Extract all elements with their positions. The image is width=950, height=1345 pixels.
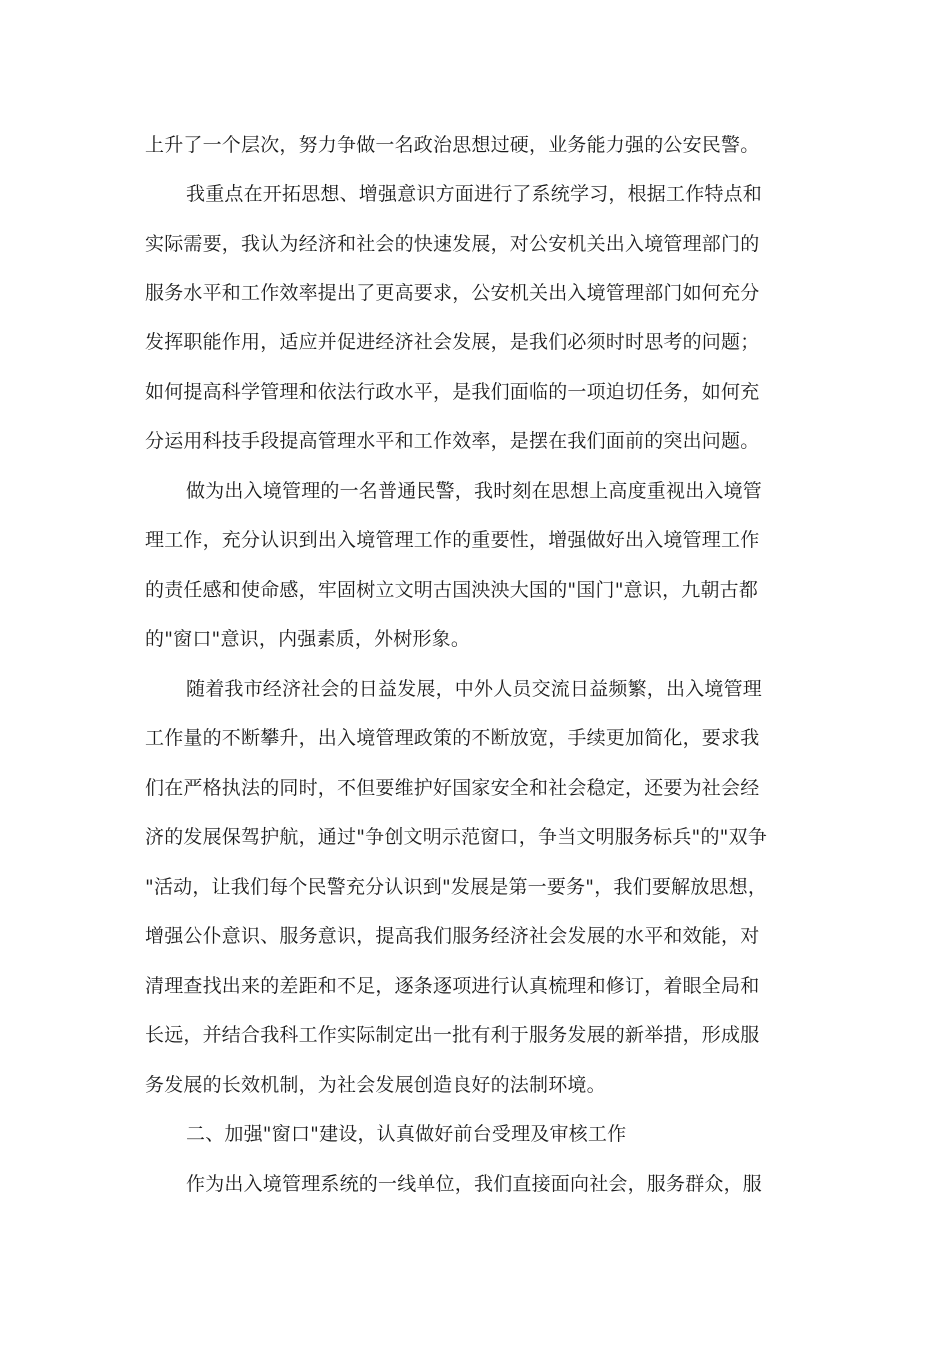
- text-line-19: 长远，并结合我科工作实际制定出一批有利于服务发展的新举措，形成服: [145, 1024, 760, 1046]
- text-line-15: 济的发展保驾护航，通过"争创文明示范窗口，争当文明服务标兵"的"双争: [145, 826, 768, 848]
- text-line-10: 的责任感和使命感，牢固树立文明古国泱泱大国的"国门"意识，九朝古都: [145, 579, 759, 601]
- text-line-16: "活动，让我们每个民警充分认识到"发展是第一要务"，我们要解放思想，: [145, 876, 768, 898]
- text-line-18: 清理查找出来的差距和不足，逐条逐项进行认真梳理和修订，着眼全局和: [145, 975, 760, 997]
- text-line-13: 工作量的不断攀升，出入境管理政策的不断放宽，手续更加简化，要求我: [145, 727, 760, 749]
- text-line-14: 们在严格执法的同时，不但要维护好国家安全和社会稳定，还要为社会经: [145, 777, 760, 799]
- paragraph-start-line: 作为出入境管理系统的一线单位，我们直接面向社会，服务群众，服: [186, 1173, 763, 1195]
- text-line-20: 务发展的长效机制，为社会发展创造良好的法制环境。: [145, 1074, 606, 1096]
- text-line-5: 发挥职能作用，适应并促进经济社会发展，是我们必须时时思考的问题；: [145, 331, 760, 353]
- text-line-9: 理工作，充分认识到出入境管理工作的重要性，增强做好出入境管理工作: [145, 529, 760, 551]
- text-line-6: 如何提高科学管理和依法行政水平，是我们面临的一项迫切任务，如何充: [145, 381, 760, 403]
- paragraph-start-line: 做为出入境管理的一名普通民警，我时刻在思想上高度重视出入境管: [186, 480, 763, 502]
- paragraph-start-line: 随着我市经济社会的日益发展，中外人员交流日益频繁，出入境管理: [186, 678, 763, 700]
- text-line-4: 服务水平和工作效率提出了更高要求，公安机关出入境管理部门如何充分: [145, 282, 760, 304]
- text-line-11: 的"窗口"意识，内强素质，外树形象。: [145, 628, 471, 650]
- text-line-3: 实际需要，我认为经济和社会的快速发展，对公安机关出入境管理部门的: [145, 233, 760, 255]
- text-line-1: 上升了一个层次，努力争做一名政治思想过硬，业务能力强的公安民警。: [145, 134, 760, 156]
- text-line-17: 增强公仆意识、服务意识，提高我们服务经济社会发展的水平和效能，对: [145, 925, 760, 947]
- paragraph-start-line: 我重点在开拓思想、增强意识方面进行了系统学习，根据工作特点和: [186, 183, 763, 205]
- section-heading: 二、加强"窗口"建设，认真做好前台受理及审核工作: [186, 1123, 627, 1145]
- text-line-7: 分运用科技手段提高管理水平和工作效率，是摆在我们面前的突出问题。: [145, 430, 760, 452]
